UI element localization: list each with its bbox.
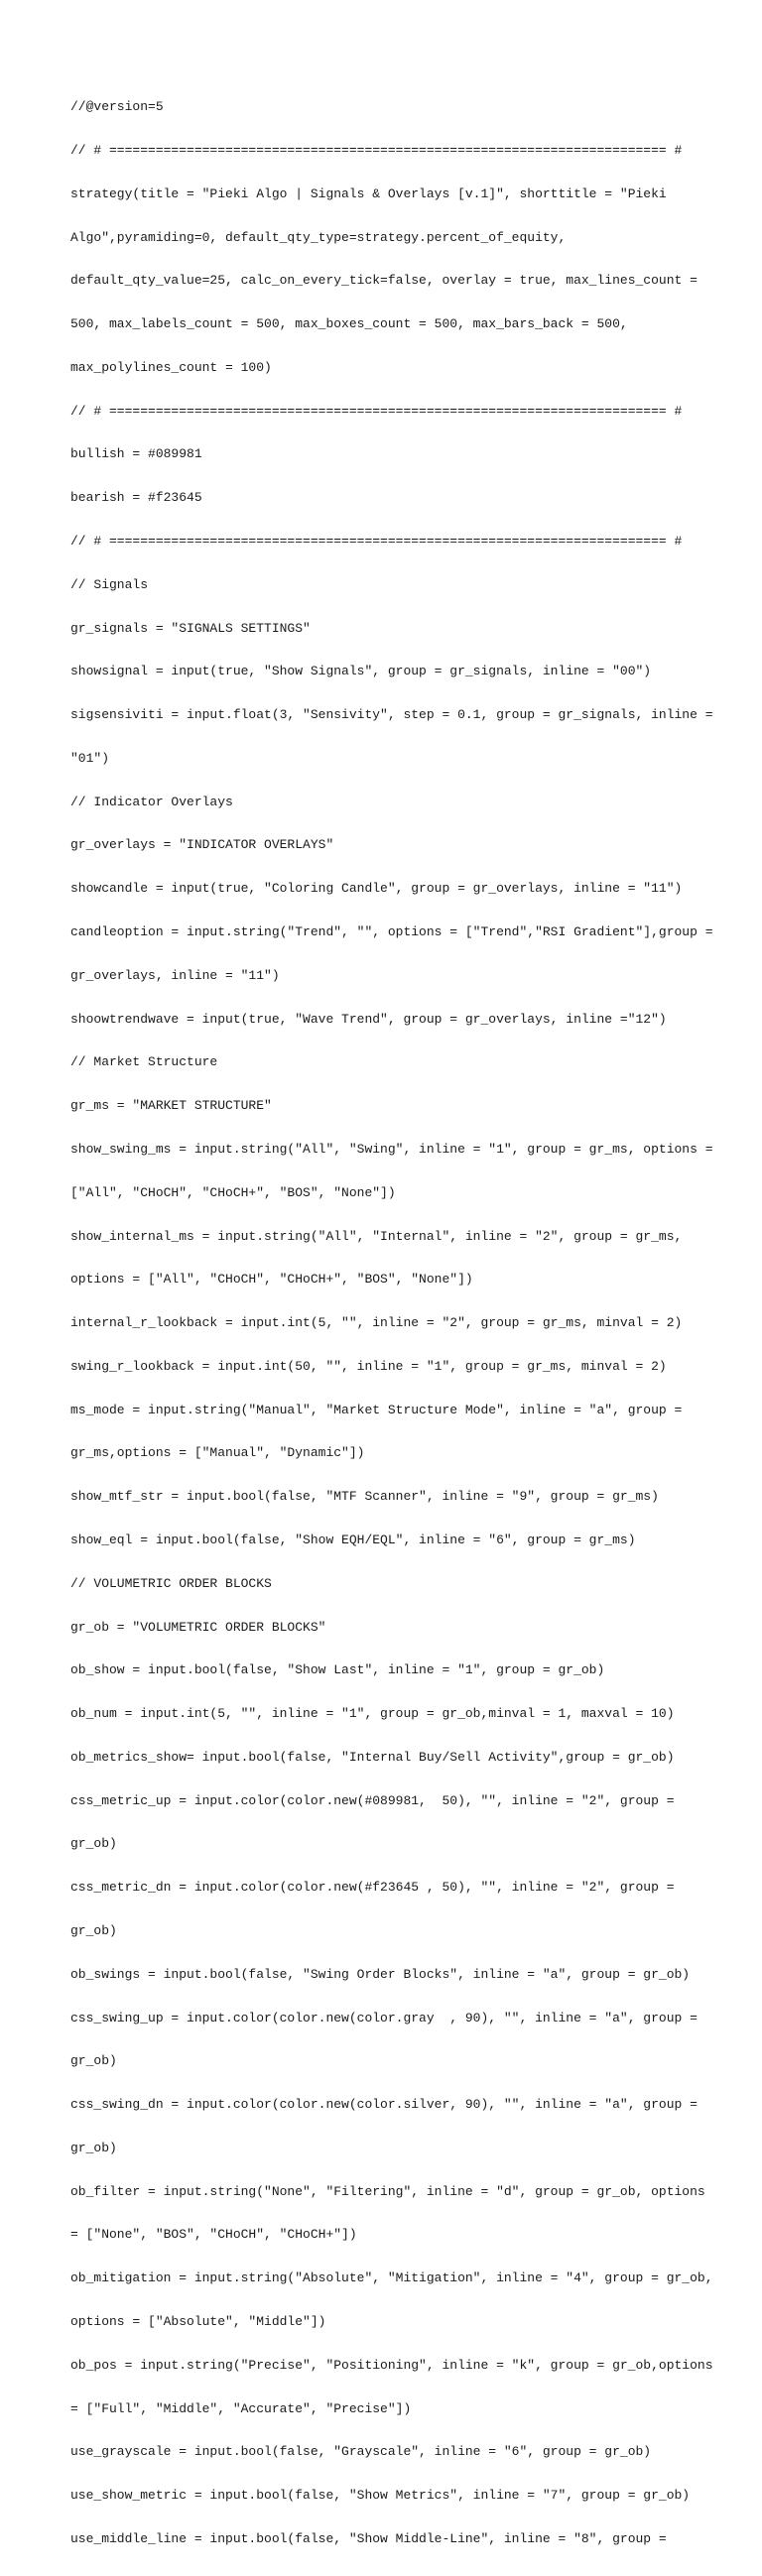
code-line: max_polylines_count = 100)	[70, 359, 272, 375]
code-line: Algo",pyramiding=0, default_qty_type=strategy.percent_of_equity,	[70, 229, 567, 245]
code-line: gr_ms,options = ["Manual", "Dynamic"])	[70, 1445, 365, 1461]
code-line: shoowtrendwave = input(true, "Wave Trend", group = gr_overlays, inline ="12")	[70, 1011, 667, 1027]
code-line: // # ======================================================================== #	[70, 142, 683, 158]
code-line: show_swing_ms = input.string("All", "Swing", inline = "1", group = gr_ms, options =	[70, 1141, 713, 1157]
code-line: //@version=5	[70, 99, 164, 115]
code-line: ob_filter = input.string("None", "Filtering", inline = "d", group = gr_ob, options	[70, 2183, 705, 2199]
code-line: show_mtf_str = input.bool(false, "MTF Scanner", inline = "9", group = gr_ms)	[70, 1489, 659, 1505]
code-line: gr_ob = "VOLUMETRIC ORDER BLOCKS"	[70, 1619, 326, 1635]
code-line: sigsensiviti = input.float(3, "Sensivity", step = 0.1, group = gr_signals, inline =	[70, 707, 713, 723]
code-line: = ["None", "BOS", "CHoCH", "CHoCH+"])	[70, 2227, 357, 2243]
code-line: 500, max_labels_count = 500, max_boxes_count = 500, max_bars_back = 500,	[70, 316, 628, 332]
code-listing	[70, 71, 713, 2576]
code-line: options = ["All", "CHoCH", "CHoCH+", "BOS", "None"])	[70, 1272, 473, 1288]
code-line: candleoption = input.string("Trend", "", options = ["Trend","RSI Gradient"],group =	[70, 924, 713, 940]
code-line: css_swing_dn = input.color(color.new(color.silver, 90), "", inline = "a", group =	[70, 2097, 698, 2113]
code-line: // # ======================================================================== #	[70, 403, 683, 419]
code-line: // Indicator Overlays	[70, 794, 233, 809]
code-line: gr_overlays, inline = "11")	[70, 967, 280, 983]
code-line: swing_r_lookback = input.int(50, "", inline = "1", group = gr_ms, minval = 2)	[70, 1358, 667, 1374]
code-line: ob_num = input.int(5, "", inline = "1", group = gr_ob,minval = 1, maxval = 10)	[70, 1706, 675, 1722]
code-line: css_swing_up = input.color(color.new(color.gray , 90), "", inline = "a", group =	[70, 2010, 698, 2025]
code-line: gr_ob)	[70, 1923, 117, 1938]
code-line: showsignal = input(true, "Show Signals", group = gr_signals, inline = "00")	[70, 664, 652, 679]
code-line: // VOLUMETRIC ORDER BLOCKS	[70, 1575, 272, 1591]
code-line: = ["Full", "Middle", "Accurate", "Precise"])	[70, 2400, 412, 2416]
code-line: default_qty_value=25, calc_on_every_tick=false, overlay = true, max_lines_count =	[70, 273, 698, 289]
code-line: css_metric_dn = input.color(color.new(#f23645 , 50), "", inline = "2", group =	[70, 1880, 675, 1896]
code-line: // # ======================================================================== #	[70, 534, 683, 549]
code-line: use_show_metric = input.bool(false, "Show Metrics", inline = "7", group = gr_ob)	[70, 2488, 691, 2504]
code-line: gr_ms = "MARKET STRUCTURE"	[70, 1098, 272, 1114]
code-line: bullish = #089981	[70, 446, 202, 462]
code-line: gr_signals = "SIGNALS SETTINGS"	[70, 620, 311, 636]
code-line: gr_ob)	[70, 2140, 117, 2155]
code-line: gr_ob)	[70, 2053, 117, 2069]
code-line: ob_swings = input.bool(false, "Swing Order Blocks", inline = "a", group = gr_ob)	[70, 1966, 691, 1982]
code-line: ms_mode = input.string("Manual", "Market Structure Mode", inline = "a", group =	[70, 1402, 683, 1417]
code-line: ob_show = input.bool(false, "Show Last", inline = "1", group = gr_ob)	[70, 1662, 605, 1678]
code-line: ob_mitigation = input.string("Absolute", "Mitigation", inline = "4", group = gr_ob,	[70, 2270, 713, 2286]
code-line: internal_r_lookback = input.int(5, "", inline = "2", group = gr_ms, minval = 2)	[70, 1315, 683, 1331]
code-line: css_metric_up = input.color(color.new(#089981, 50), "", inline = "2", group =	[70, 1792, 675, 1808]
code-line: ["All", "CHoCH", "CHoCH+", "BOS", "None"])	[70, 1184, 396, 1200]
code-line: bearish = #f23645	[70, 490, 202, 506]
code-line: show_internal_ms = input.string("All", "Internal", inline = "2", group = gr_ms,	[70, 1228, 683, 1244]
code-line: use_middle_line = input.bool(false, "Show Middle-Line", inline = "8", group =	[70, 2530, 667, 2546]
code-line: "01")	[70, 750, 110, 766]
code-line: // Signals	[70, 576, 149, 592]
code-line: gr_ob)	[70, 1836, 117, 1852]
code-line: options = ["Absolute", "Middle"])	[70, 2314, 326, 2330]
code-line: gr_overlays = "INDICATOR OVERLAYS"	[70, 837, 334, 853]
code-line: strategy(title = "Pieki Algo | Signals & Overlays [v.1]", shorttitle = "Pieki	[70, 185, 667, 201]
code-line: // Market Structure	[70, 1054, 218, 1070]
code-line: use_grayscale = input.bool(false, "Grayscale", inline = "6", group = gr_ob)	[70, 2444, 652, 2460]
code-line: ob_pos = input.string("Precise", "Positioning", inline = "k", group = gr_ob,options	[70, 2357, 713, 2373]
code-line: showcandle = input(true, "Coloring Candle", group = gr_overlays, inline = "11")	[70, 881, 683, 897]
code-line: ob_metrics_show= input.bool(false, "Internal Buy/Sell Activity",group = gr_ob)	[70, 1749, 675, 1765]
code-line: show_eql = input.bool(false, "Show EQH/EQL", inline = "6", group = gr_ms)	[70, 1532, 636, 1547]
